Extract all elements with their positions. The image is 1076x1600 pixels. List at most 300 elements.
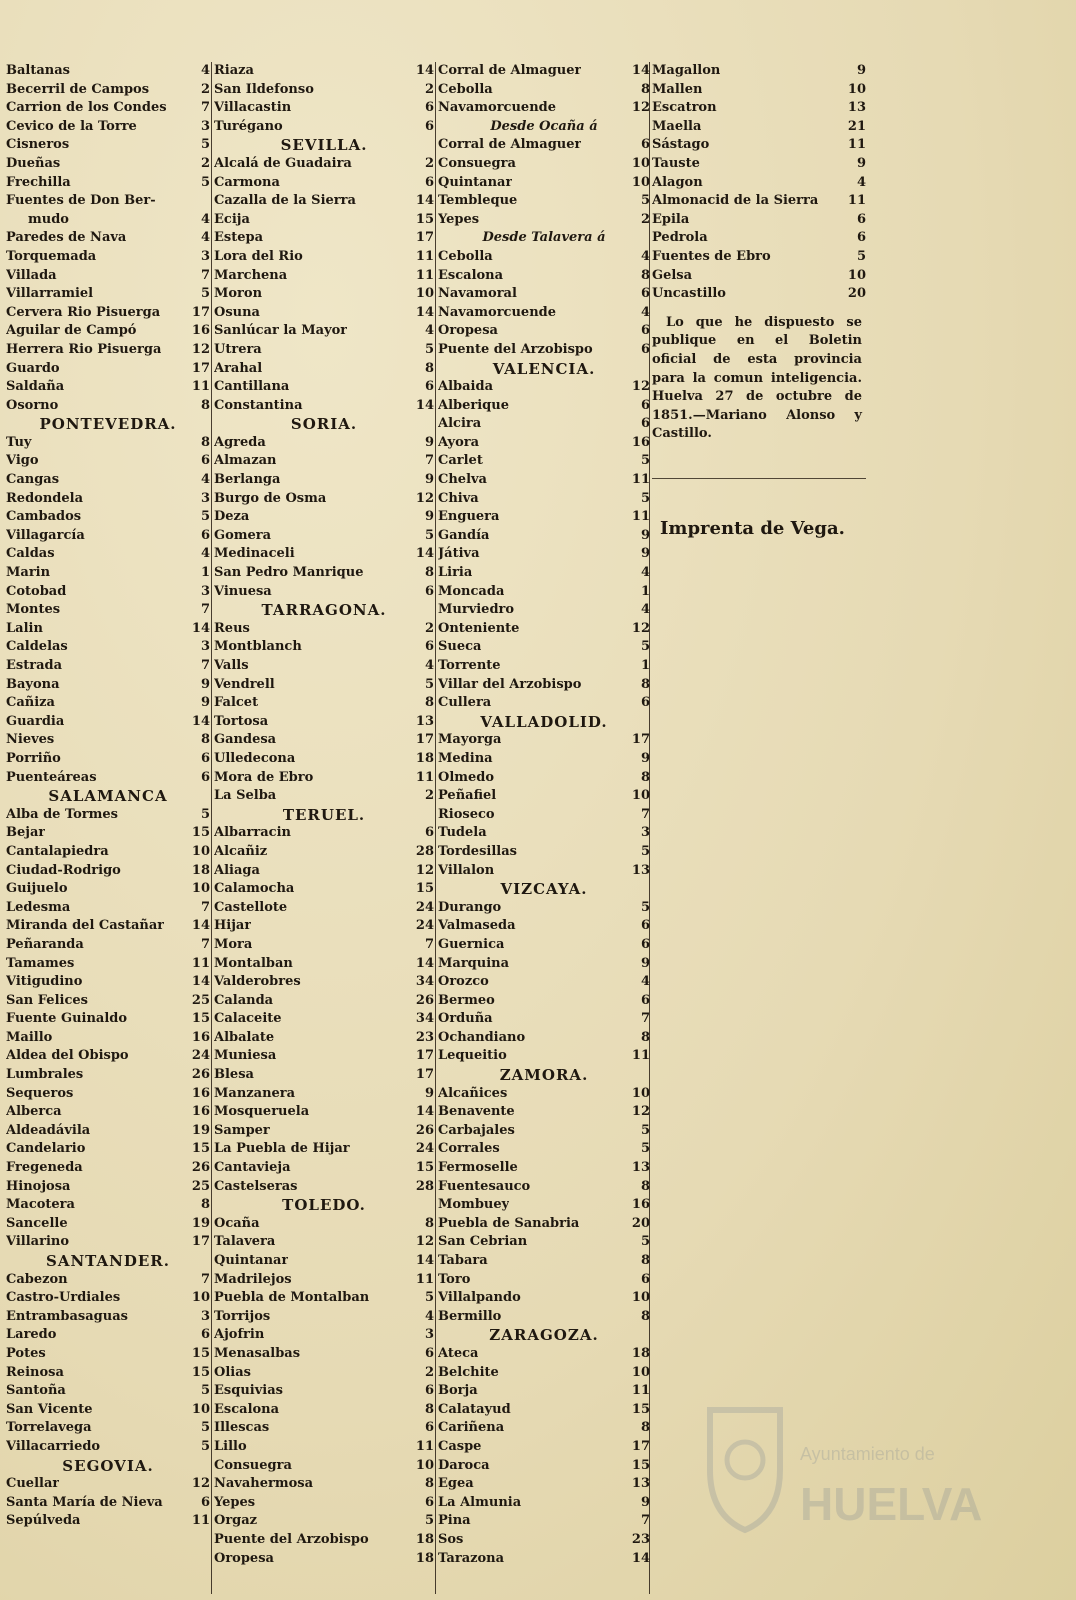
distance-value: 11: [191, 955, 210, 971]
distance-value: 16: [191, 1029, 210, 1045]
town-entry: [6, 1196, 210, 1215]
town-name: Miranda del Castañar: [6, 918, 165, 934]
distance-value: 6: [424, 118, 434, 134]
town-name: Villacastin: [214, 100, 292, 116]
town-entry: [652, 192, 866, 211]
town-entry: [438, 676, 650, 695]
province-heading: TARRAGONA.: [261, 601, 387, 620]
town-entry: [6, 1066, 210, 1085]
town-name: Fuentes de Don Ber-: [6, 193, 156, 209]
distance-value: 3: [200, 639, 210, 655]
town-entry: [6, 1308, 210, 1327]
distance-value: 5: [640, 453, 650, 469]
town-entry: [214, 360, 434, 379]
town-name: Cangas: [6, 472, 60, 488]
distance-value: 6: [424, 1383, 434, 1399]
province-heading: VIZCAYA.: [500, 880, 588, 899]
province-heading: ZARAGOZA.: [489, 1326, 599, 1345]
province-heading: SEGOVIA.: [62, 1456, 154, 1475]
distance-value: 12: [191, 341, 210, 357]
town-name: Valderobres: [214, 974, 301, 990]
town-entry: [652, 248, 866, 267]
town-entry: [438, 1308, 650, 1327]
distance-value: 6: [856, 230, 866, 246]
town-name: Lumbrales: [6, 1067, 84, 1083]
town-name: Villalon: [438, 862, 495, 878]
column-4-list: [652, 62, 866, 304]
distance-value: 15: [191, 1141, 210, 1157]
town-name: Navamoral: [438, 286, 517, 302]
distance-value: 12: [415, 1234, 434, 1250]
distance-value: 1: [200, 565, 210, 581]
town-name: Ateca: [438, 1345, 479, 1361]
distance-value: 11: [191, 1513, 210, 1529]
town-entry: [214, 1271, 434, 1290]
distance-value: 9: [640, 750, 650, 766]
town-entry: [214, 118, 434, 137]
town-entry: [438, 694, 650, 713]
distance-value: 19: [191, 1215, 210, 1231]
distance-value: 6: [640, 286, 650, 302]
town-entry: [214, 1103, 434, 1122]
province-heading: SALAMANCA: [48, 787, 168, 806]
town-name: Gomera: [214, 527, 272, 543]
town-name: Puente del Arzobispo: [214, 1531, 369, 1547]
town-name: Osuna: [214, 304, 260, 320]
town-entry: [6, 452, 210, 471]
town-entry: [438, 1085, 650, 1104]
town-name: Orgaz: [214, 1513, 258, 1529]
town-entry: [6, 155, 210, 174]
town-name: Torrente: [438, 658, 501, 673]
distance-value: 5: [640, 1234, 650, 1250]
town-name: Puenteáreas: [6, 769, 97, 785]
distance-value: 13: [631, 862, 650, 878]
town-entry: [214, 657, 434, 676]
distance-value: 11: [631, 1383, 650, 1399]
town-name: Pedrola: [652, 230, 708, 246]
distance-value: 6: [640, 397, 650, 413]
town-entry: [6, 992, 210, 1011]
distance-value: 2: [200, 81, 210, 97]
town-name: Mora de Ebro: [214, 769, 314, 785]
distance-value: 6: [640, 416, 650, 432]
town-entry: [214, 397, 434, 416]
distance-value: 10: [847, 81, 866, 97]
town-name: Cantalapiedra: [6, 843, 109, 859]
town-entry: [214, 211, 434, 230]
town-entry: [6, 843, 210, 862]
town-entry: [438, 397, 650, 416]
distance-value: 28: [415, 843, 434, 859]
town-entry: [6, 229, 210, 248]
town-name: Arahal: [214, 360, 263, 376]
town-entry: [652, 118, 866, 137]
town-entry: [214, 1215, 434, 1234]
distance-value: 10: [631, 155, 650, 171]
distance-value: 4: [200, 546, 210, 562]
distance-value: 26: [415, 992, 434, 1008]
town-entry: [6, 694, 210, 713]
town-name: Albaida: [438, 379, 493, 395]
town-name: Puebla de Sanabria: [438, 1215, 580, 1231]
distance-value: 4: [200, 63, 210, 78]
distance-value: 8: [640, 1420, 650, 1436]
distance-value: 5: [200, 137, 210, 153]
distance-value: 5: [640, 843, 650, 859]
town-name: Santoña: [6, 1383, 66, 1399]
town-entry: [6, 1215, 210, 1234]
distance-value: 8: [640, 676, 650, 692]
town-entry: [214, 1085, 434, 1104]
distance-value: 2: [200, 155, 210, 171]
distance-value: 6: [640, 695, 650, 711]
town-name: Corral de Almaguer: [438, 63, 582, 78]
town-name: Lequeitio: [438, 1048, 507, 1064]
distance-value: 6: [640, 341, 650, 357]
town-entry: [438, 1438, 650, 1457]
shield-icon: [710, 1410, 780, 1530]
town-name: Montes: [6, 602, 61, 618]
town-entry: [6, 638, 210, 657]
town-entry: [6, 285, 210, 304]
town-name: Marin: [6, 565, 51, 581]
town-entry: [214, 1401, 434, 1420]
town-name: Vendrell: [214, 676, 275, 692]
town-name: Muniesa: [214, 1048, 277, 1064]
distance-value: 7: [200, 100, 210, 116]
distance-value: 15: [415, 881, 434, 897]
town-entry: [438, 490, 650, 509]
town-entry: [6, 267, 210, 286]
town-name: Castro-Urdiales: [6, 1290, 121, 1306]
town-entry: [214, 527, 434, 546]
distance-value: 18: [415, 1550, 434, 1566]
town-name: Santa María de Nieva: [6, 1494, 163, 1510]
town-entry: [214, 174, 434, 193]
town-name: Villalpando: [438, 1290, 521, 1306]
town-name: Mombuey: [438, 1197, 510, 1213]
town-entry: [214, 750, 434, 769]
distance-value: 9: [640, 527, 650, 543]
town-entry: [652, 229, 866, 248]
town-name: Aliaga: [214, 862, 260, 878]
town-entry: [438, 899, 650, 918]
town-entry: [6, 1289, 210, 1308]
distance-value: 8: [640, 267, 650, 283]
town-entry: [214, 304, 434, 323]
distance-value: 5: [200, 174, 210, 190]
distance-value: 3: [640, 825, 650, 841]
distance-value: 17: [415, 230, 434, 246]
province-heading: VALENCIA.: [492, 359, 596, 378]
distance-value: 3: [200, 1308, 210, 1324]
distance-value: 4: [200, 211, 210, 227]
distance-value: 7: [424, 453, 434, 469]
town-entry: [438, 1531, 650, 1550]
distance-value: 14: [191, 713, 210, 729]
town-entry: [438, 471, 650, 490]
town-entry: [6, 1010, 210, 1029]
town-entry: [214, 1308, 434, 1327]
town-entry: [652, 174, 866, 193]
town-entry: [6, 601, 210, 620]
town-entry: [438, 1103, 650, 1122]
town-entry: [438, 564, 650, 583]
distance-value: 4: [424, 1308, 434, 1324]
town-name: Quintanar: [214, 1253, 289, 1268]
distance-value: 15: [191, 1364, 210, 1380]
town-name: Chelva: [438, 472, 487, 488]
town-name: Cazalla de la Sierra: [214, 193, 356, 209]
town-name: Turégano: [214, 118, 283, 134]
distance-value: 15: [191, 825, 210, 841]
town-name: Cevico de la Torre: [6, 118, 137, 134]
town-entry: [214, 769, 434, 788]
town-entry: [214, 638, 434, 657]
town-name: Laredo: [6, 1327, 57, 1343]
distance-value: 6: [640, 992, 650, 1008]
town-name: Chiva: [438, 490, 479, 506]
town-entry: [438, 285, 650, 304]
distance-value: 16: [631, 1197, 650, 1213]
town-name: Fregeneda: [6, 1160, 83, 1176]
distance-value: 5: [640, 1122, 650, 1138]
town-name: Durango: [438, 899, 502, 915]
town-name: Bermeo: [438, 992, 495, 1008]
town-name: Sos: [438, 1531, 464, 1547]
distance-value: 15: [191, 1011, 210, 1027]
town-name: Aguilar de Campó: [6, 323, 137, 339]
distance-value: 6: [200, 1327, 210, 1343]
distance-value: 7: [200, 267, 210, 283]
town-name: Consuegra: [214, 1457, 292, 1473]
distance-value: 10: [191, 843, 210, 859]
town-entry: [214, 843, 434, 862]
town-entry: [6, 1122, 210, 1141]
distance-value: 9: [640, 955, 650, 971]
town-entry: [214, 1233, 434, 1252]
town-entry: [6, 508, 210, 527]
distance-value: 17: [415, 732, 434, 748]
distance-value: 26: [191, 1160, 210, 1176]
town-entry: [214, 1345, 434, 1364]
distance-value: 5: [200, 509, 210, 525]
town-entry: [438, 1252, 650, 1271]
town-name: Cabezon: [6, 1271, 68, 1287]
town-name: Enguera: [438, 509, 500, 525]
town-name: Alagon: [652, 174, 703, 190]
town-entry: [214, 1010, 434, 1029]
town-name: Ciudad-Rodrigo: [6, 862, 121, 878]
town-name: Uncastillo: [652, 286, 726, 302]
town-entry: [438, 341, 650, 360]
distance-value: 2: [424, 155, 434, 171]
town-entry: [214, 322, 434, 341]
distance-value: 3: [200, 490, 210, 506]
town-entry: [214, 1159, 434, 1178]
distance-value: 8: [640, 1253, 650, 1268]
town-name: Tarazona: [438, 1550, 505, 1566]
imprint: Imprenta de Vega.: [660, 517, 845, 539]
town-name: Cullera: [438, 695, 492, 711]
town-entry: [214, 694, 434, 713]
town-entry: [214, 378, 434, 397]
town-name: Carbajales: [438, 1122, 515, 1138]
distance-value: 16: [191, 323, 210, 339]
town-name: Estepa: [214, 230, 264, 246]
distance-value: 12: [631, 100, 650, 116]
distance-value: 26: [191, 1067, 210, 1083]
town-name: Madrilejos: [214, 1271, 292, 1287]
distance-value: 5: [424, 676, 434, 692]
town-entry: [438, 1345, 650, 1364]
town-name: Alcañiz: [214, 843, 268, 859]
distance-value: 14: [631, 63, 650, 78]
town-name: Fuentesauco: [438, 1178, 531, 1194]
town-entry: [214, 434, 434, 453]
town-name: Guardo: [6, 360, 60, 376]
column-1: [6, 62, 210, 1596]
distance-value: 2: [424, 1364, 434, 1380]
town-entry: [214, 583, 434, 602]
town-name: Cisneros: [6, 137, 70, 153]
distance-value: 10: [191, 1290, 210, 1306]
town-entry: [438, 1047, 650, 1066]
town-name: Cambados: [6, 509, 82, 525]
town-name: Moron: [214, 286, 263, 302]
town-entry: [438, 638, 650, 657]
distance-value: 4: [200, 230, 210, 246]
town-entry: [438, 1159, 650, 1178]
town-entry: [438, 508, 650, 527]
town-entry: [438, 1475, 650, 1494]
town-name: Daroca: [438, 1457, 490, 1473]
distance-value: 7: [200, 1271, 210, 1287]
distance-value: 11: [415, 267, 434, 283]
town-entry: [6, 750, 210, 769]
watermark-city: HUELVA: [800, 1478, 983, 1530]
town-name: Manzanera: [214, 1085, 296, 1101]
town-entry: [438, 322, 650, 341]
town-entry: [214, 787, 434, 806]
town-name: Villagarcía: [6, 527, 85, 543]
town-name: San Vicente: [6, 1401, 93, 1417]
town-name: Belchite: [438, 1364, 499, 1380]
town-entry: [6, 174, 210, 193]
distance-value: 17: [191, 1234, 210, 1250]
town-entry: [214, 824, 434, 843]
distance-value: 4: [640, 974, 650, 990]
distance-value: 4: [640, 248, 650, 264]
town-entry: [438, 806, 650, 825]
distance-value: 6: [200, 453, 210, 469]
town-name: Villar del Arzobispo: [438, 676, 582, 692]
town-name: Fuente Guinaldo: [6, 1011, 128, 1027]
town-entry: [214, 955, 434, 974]
town-entry: [438, 731, 650, 750]
distance-value: 3: [424, 1327, 434, 1343]
town-name: Murviedro: [438, 602, 515, 618]
town-entry: [214, 1512, 434, 1531]
town-name: Herrera Rio Pisuerga: [6, 341, 162, 357]
town-entry: [214, 1047, 434, 1066]
town-name: Villarramiel: [6, 286, 94, 302]
town-entry: [214, 1475, 434, 1494]
town-entry: [438, 452, 650, 471]
town-name: Corral de Almaguer: [438, 137, 582, 153]
distance-value: 24: [415, 918, 434, 934]
distance-value: 7: [200, 899, 210, 915]
town-name: Candelario: [6, 1141, 86, 1157]
town-name: Baltanas: [6, 63, 70, 78]
distance-value: 10: [631, 174, 650, 190]
town-name: Ajofrin: [214, 1327, 265, 1343]
town-name: Carmona: [214, 174, 280, 190]
town-name: Guijuelo: [6, 881, 68, 897]
distance-value: 11: [191, 379, 210, 395]
town-entry: [6, 434, 210, 453]
town-entry: [438, 1122, 650, 1141]
town-name: Mosqueruela: [214, 1104, 310, 1120]
town-name: Dueñas: [6, 155, 61, 171]
town-name: Carrion de los Condes: [6, 100, 167, 116]
town-entry: [214, 285, 434, 304]
distance-value: 5: [640, 899, 650, 915]
distance-value: 6: [424, 379, 434, 395]
distance-value: 11: [415, 1271, 434, 1287]
town-name: Paredes de Nava: [6, 230, 127, 246]
town-name: Torrijos: [214, 1308, 271, 1324]
town-name: Alcira: [438, 416, 482, 432]
town-name: Borja: [438, 1383, 478, 1399]
distance-value: 14: [415, 397, 434, 413]
town-entry: [6, 527, 210, 546]
town-name: Sueca: [438, 639, 482, 655]
town-name: Macotera: [6, 1197, 75, 1213]
town-entry: [6, 81, 210, 100]
town-name: Mayorga: [438, 732, 502, 748]
town-name: Cantillana: [214, 379, 290, 395]
town-name: Onteniente: [438, 620, 520, 636]
distance-value: 8: [424, 1401, 434, 1417]
distance-value: 23: [631, 1531, 650, 1547]
distance-value: 5: [200, 1383, 210, 1399]
distance-value: 8: [200, 434, 210, 450]
closing-notice: Lo que he dispuesto se publique en el Boletin oficial de esta provincia para la comun inteligencia. Huelva 27 de octubre de 1851.—Mariano Alonso y Castillo.: [652, 314, 862, 442]
distance-value: 12: [631, 1104, 650, 1120]
town-name: Tordesillas: [438, 843, 517, 859]
town-entry: [214, 490, 434, 509]
distance-value: 6: [640, 323, 650, 339]
town-name: Cebolla: [438, 248, 493, 264]
distance-value: 10: [847, 267, 866, 283]
town-entry: [438, 545, 650, 564]
town-entry: [6, 1326, 210, 1345]
town-entry: [214, 936, 434, 955]
distance-value: 6: [424, 1494, 434, 1510]
town-entry: [214, 731, 434, 750]
town-entry: [214, 1252, 434, 1271]
town-entry: [6, 973, 210, 992]
town-name: mudo: [28, 211, 69, 227]
distance-value: 2: [424, 788, 434, 804]
distance-value: 14: [415, 1104, 434, 1120]
town-name: Bayona: [6, 676, 60, 692]
distance-value: 12: [415, 490, 434, 506]
town-name: Gandesa: [214, 732, 277, 748]
distance-value: 9: [424, 472, 434, 488]
